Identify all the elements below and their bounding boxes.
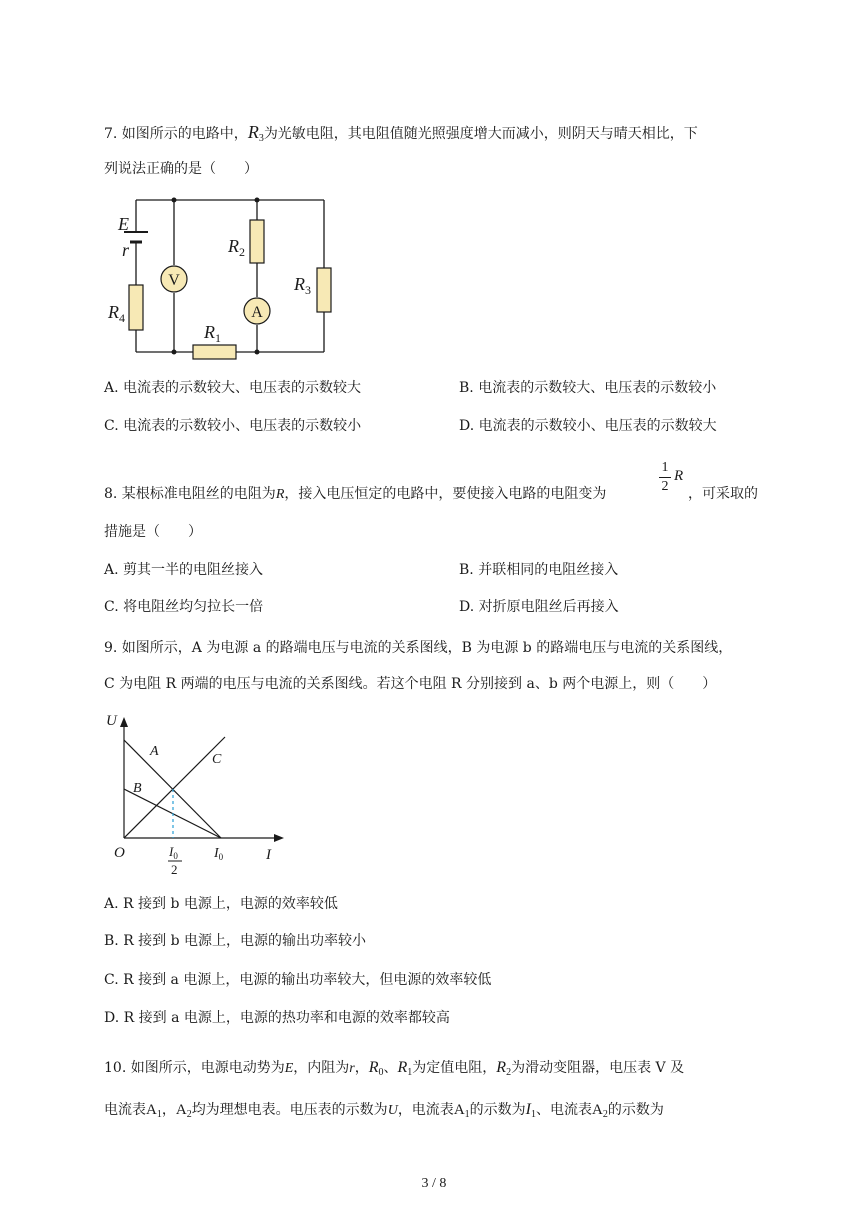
q7-option-a: A. 电流表的示数较大、电压表的示数较大 — [104, 380, 362, 396]
label-r3: $R_3$ — [294, 274, 311, 297]
resistor-r4 — [129, 285, 143, 330]
q7-option-c: C. 电流表的示数较小、电压表的示数较小 — [104, 418, 362, 434]
q8-fraction-r: R — [674, 468, 684, 484]
q8-stem-line2: 措施是（ ） — [104, 524, 202, 540]
q7-option-d: D. 电流表的示数较小、电压表的示数较大 — [459, 418, 717, 434]
label-i0-half — [168, 844, 182, 875]
ammeter — [244, 298, 270, 324]
r3-symbol: $R_3$ — [247, 122, 264, 144]
label-e: E — [118, 214, 129, 234]
q10-stem-line2: 电流表$A_1$，$A_2$均为理想电表。电压表的示数为U，电流表$A_1$的示数为$I_1$、电流表$A_2$的示数为 — [104, 1101, 664, 1120]
voltmeter — [161, 266, 187, 292]
q9-option-b: B. R 接到 b 电源上，电源的输出功率较小 — [104, 933, 367, 949]
label-r1: $R_1$ — [204, 322, 221, 345]
label-c: C — [212, 752, 222, 767]
q10-stem-line1: 10. 如图所示，电源电动势为E，内阻为r，$R_0$、$R_1$为定值电阻，$R_2$为滑动变阻器，电压表 V 及 — [104, 1059, 685, 1078]
q9-stem-line1: 9. 如图所示，A 为电源 a 的路端电压与电流的关系图线，B 为电源 b 的路端电压与电流的关系图线， — [104, 640, 733, 656]
q9-option-c: C. R 接到 a 电源上，电源的输出功率较大，但电源的效率较低 — [104, 972, 492, 988]
q8-option-c: C. 将电阻丝均匀拉长一倍 — [104, 599, 264, 615]
q9-option-d: D. R 接到 a 电源上，电源的热功率和电源的效率都较高 — [104, 1010, 450, 1026]
label-r2: $R_2$ — [228, 236, 245, 259]
q9-stem-line2: C 为电阻 R 两端的电压与电流的关系图线。若这个电阻 R 分别接到 a、b 两个电源上，则（ ） — [104, 676, 717, 692]
i-axis-arrow — [274, 834, 284, 842]
q8-stem-suffix: ，可采取的 — [688, 486, 758, 502]
svg-text:A: A — [251, 304, 263, 321]
label-b: B — [133, 781, 142, 796]
svg-text:I0: $I_0$ — [169, 844, 178, 861]
q9-ui-graph — [100, 705, 300, 875]
q9-option-a: A. R 接到 b 电源上，电源的效率较低 — [104, 896, 338, 912]
q7-option-b: B. 电流表的示数较大、电压表的示数较小 — [459, 380, 717, 396]
q7-stem-line2: 列说法正确的是（ ） — [104, 161, 258, 177]
svg-text:2: 2 — [171, 862, 178, 875]
resistor-r1 — [193, 345, 236, 359]
axis-label-u: U — [106, 713, 117, 729]
q8-fraction: 1 2 — [658, 460, 672, 495]
q8-option-d: D. 对折原电阻丝后再接入 — [459, 599, 619, 615]
label-i0: $I_0$ — [214, 846, 224, 862]
q7-stem-line1: 7. 如图所示的电路中，$R_3$为光敏电阻，其电阻值随光照强度增大而减小，则阴天与晴天相比，下 — [104, 122, 698, 144]
resistor-r2 — [250, 220, 264, 263]
u-axis-arrow — [120, 717, 128, 727]
svg-text:V: V — [168, 272, 180, 289]
q8-option-a: A. 剪其一半的电阻丝接入 — [104, 562, 264, 578]
label-a: A — [150, 744, 159, 759]
q8-stem-line1: 8. 某根标准电阻丝的电阻为R，接入电压恒定的电路中，要使接入电路的电阻变为 — [104, 486, 607, 502]
q7-circuit-diagram — [100, 190, 340, 370]
label-r: r — [122, 240, 130, 260]
resistor-r3 — [317, 268, 331, 312]
axis-label-i: I — [266, 847, 271, 863]
origin-label: O — [114, 845, 125, 861]
label-r4: $R_4$ — [108, 302, 125, 325]
page-number: 3 / 8 — [421, 1176, 447, 1191]
q8-option-b: B. 并联相同的电阻丝接入 — [459, 562, 619, 578]
